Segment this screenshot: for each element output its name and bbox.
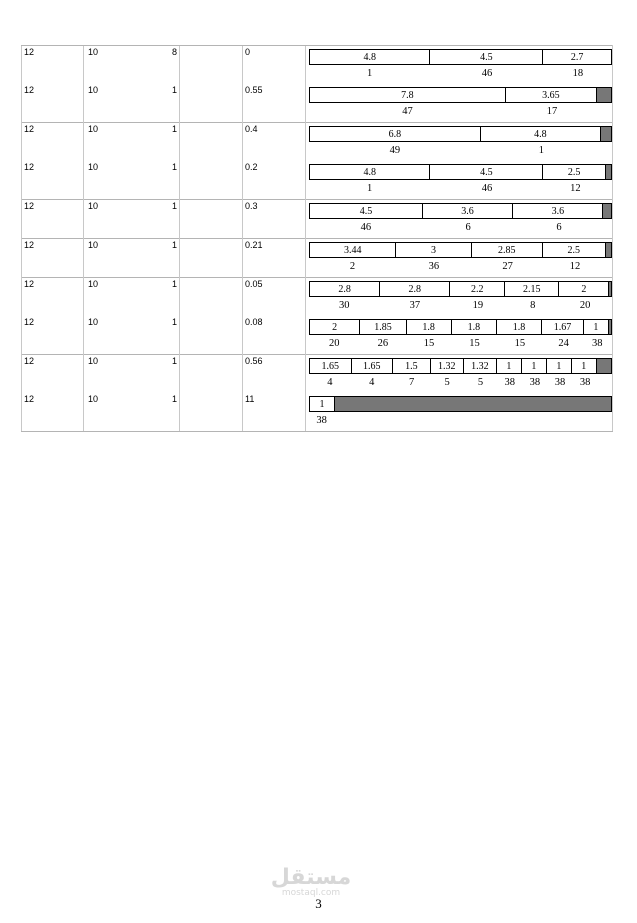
waste-remainder — [606, 243, 611, 257]
waste-remainder — [335, 397, 611, 411]
col1-cell — [22, 84, 84, 123]
segment-count: 20 — [329, 338, 340, 349]
col3-cell — [180, 278, 243, 317]
segment-count: 38 — [592, 338, 603, 349]
waste-value: 0.3 — [245, 201, 258, 211]
col2-value-a: 10 — [88, 162, 99, 172]
col2-value-a: 10 — [88, 356, 99, 366]
diagram-cell — [306, 84, 613, 123]
col1-value: 12 — [24, 240, 35, 250]
cut-segment: 6.8 — [310, 127, 481, 141]
col3-cell — [180, 393, 243, 432]
col1-cell — [22, 393, 84, 432]
table-row — [22, 161, 613, 200]
col2-value-b: 8 — [171, 47, 177, 57]
col2-cell — [84, 355, 180, 394]
col1-value: 12 — [24, 317, 35, 327]
table-row — [22, 84, 613, 123]
cut-segment: 1 — [584, 320, 609, 334]
col1-cell — [22, 200, 84, 239]
diagram-cell — [306, 200, 613, 239]
waste-remainder — [609, 320, 611, 334]
segment-count: 8 — [530, 300, 536, 311]
col3-cell — [180, 84, 243, 123]
segment-count: 12 — [570, 183, 581, 194]
segment-count: 36 — [428, 261, 440, 272]
diagram-cell — [306, 393, 613, 432]
col3-cell — [180, 46, 243, 85]
col1-cell — [22, 161, 84, 200]
diagram-cell — [306, 355, 613, 394]
waste-remainder — [603, 204, 611, 218]
segment-count: 46 — [481, 183, 493, 194]
cut-strip — [309, 242, 612, 258]
cut-segment: 1.8 — [452, 320, 497, 334]
col1-cell — [22, 46, 84, 85]
cut-segment: 2.2 — [450, 282, 505, 296]
waste-remainder — [609, 282, 611, 296]
cut-strip — [309, 319, 612, 335]
cut-segment: 1 — [310, 397, 335, 411]
segment-count: 15 — [514, 338, 526, 349]
cut-segment: 2.8 — [380, 282, 450, 296]
waste-value: 0.08 — [245, 317, 263, 327]
col4-cell — [243, 200, 306, 239]
col4-cell — [243, 393, 306, 432]
cut-segment: 4.5 — [310, 204, 423, 218]
waste-value: 0 — [245, 47, 251, 57]
col2-cell — [84, 161, 180, 200]
col1-cell — [22, 316, 84, 355]
waste-value: 0.55 — [245, 85, 263, 95]
col2-value-a: 10 — [88, 317, 99, 327]
col3-cell — [180, 123, 243, 162]
segment-count: 26 — [377, 338, 389, 349]
col1-cell — [22, 355, 84, 394]
cut-segment: 2.7 — [570, 51, 584, 63]
segment-count: 12 — [569, 261, 581, 272]
cut-strip — [309, 396, 612, 412]
table-row — [22, 239, 613, 278]
segment-count: 38 — [529, 377, 541, 388]
cut-segment: 1 — [547, 359, 572, 373]
col2-cell — [84, 84, 180, 123]
cut-segment: 1 — [572, 359, 597, 373]
col2-value-a: 10 — [88, 394, 99, 404]
cut-strip — [309, 49, 612, 65]
segment-count: 6 — [465, 222, 471, 233]
waste-value: 0.2 — [245, 162, 258, 172]
table-row — [22, 278, 613, 317]
diagram-cell — [306, 123, 613, 162]
col2-value-b: 1 — [171, 201, 177, 211]
cut-segment: 3.6 — [423, 204, 513, 218]
segment-count: 20 — [579, 300, 591, 311]
waste-remainder — [597, 359, 611, 373]
watermark — [256, 866, 366, 898]
cut-strip — [309, 358, 612, 374]
segment-count: 46 — [481, 68, 493, 79]
col2-value-a: 10 — [88, 47, 99, 57]
diagram-cell — [306, 161, 613, 200]
col2-value-b: 1 — [171, 279, 177, 289]
col1-cell — [22, 239, 84, 278]
cut-segment: 4.8 — [310, 165, 430, 179]
col4-cell — [243, 278, 306, 317]
col3-cell — [180, 316, 243, 355]
col2-value-b: 1 — [171, 394, 177, 404]
segment-count: 2 — [349, 261, 356, 272]
page-number: 3 — [315, 896, 322, 911]
col2-value-b: 1 — [171, 240, 177, 250]
cut-strip — [309, 164, 612, 180]
cut-segment: 1.65 — [310, 359, 352, 373]
segment-count: 17 — [546, 106, 558, 117]
cut-segment: 1 — [497, 359, 522, 373]
cut-segment: 3.65 — [506, 88, 598, 102]
segment-count: 38 — [504, 377, 515, 388]
segment-count: 19 — [472, 300, 484, 311]
col1-cell — [22, 123, 84, 162]
col2-value-a: 10 — [88, 124, 99, 134]
table-row — [22, 123, 613, 162]
cut-segment: 1.32 — [431, 359, 464, 373]
col2-cell — [84, 46, 180, 85]
col2-value-a: 10 — [88, 201, 99, 211]
cut-segment: 1.8 — [407, 320, 452, 334]
segment-count: 30 — [339, 300, 350, 311]
table-row — [22, 393, 613, 432]
table-row — [22, 46, 613, 85]
diagram-cell — [306, 316, 613, 355]
segment-count: 15 — [469, 338, 480, 349]
col2-cell — [84, 316, 180, 355]
segment-count: 37 — [409, 300, 421, 311]
segment-count: 1 — [366, 68, 373, 79]
waste-value: 11 — [245, 394, 255, 404]
cut-segment: 4.8 — [310, 50, 430, 64]
segment-count: 24 — [558, 338, 569, 349]
cut-segment: 3 — [396, 243, 471, 257]
segment-count: 5 — [477, 377, 484, 388]
waste-value: 0.56 — [245, 356, 263, 366]
col1-value: 12 — [24, 162, 35, 172]
watermark-arabic: مستقل — [270, 865, 352, 890]
col1-value: 12 — [24, 394, 35, 404]
col1-value: 12 — [24, 47, 35, 57]
col4-cell — [243, 355, 306, 394]
col3-cell — [180, 200, 243, 239]
cut-segment: 4.5 — [430, 165, 543, 179]
cut-strip — [309, 87, 612, 103]
col1-value: 12 — [24, 279, 35, 289]
col2-cell — [84, 200, 180, 239]
col1-value: 12 — [24, 124, 35, 134]
segment-count: 4 — [327, 377, 333, 388]
col2-cell — [84, 239, 180, 278]
col2-value-b: 1 — [171, 162, 177, 172]
cut-segment: 1.32 — [464, 359, 497, 373]
waste-value: 0.4 — [245, 124, 258, 134]
col4-cell — [243, 161, 306, 200]
watermark-latin: mostaql.com — [281, 888, 341, 898]
segment-count: 6 — [556, 222, 562, 233]
cut-segment: 3.44 — [310, 243, 396, 257]
segment-count: 46 — [360, 222, 372, 233]
diagram-cell — [306, 278, 613, 317]
col2-value-b: 1 — [171, 356, 177, 366]
waste-value: 0.21 — [245, 240, 263, 250]
cut-segment: 4.5 — [430, 50, 543, 64]
col2-cell — [84, 278, 180, 317]
segment-count: 47 — [402, 106, 413, 117]
cut-segment: 7.8 — [310, 88, 506, 102]
col4-cell — [243, 46, 306, 85]
col2-cell — [84, 393, 180, 432]
cut-segment: 1.65 — [352, 359, 394, 373]
segment-count: 38 — [316, 415, 327, 426]
col3-cell — [180, 239, 243, 278]
col1-value: 12 — [24, 356, 35, 366]
cut-segment: 3.6 — [513, 204, 603, 218]
col4-cell — [243, 84, 306, 123]
col2-value-b: 1 — [171, 124, 177, 134]
cut-strip — [309, 126, 612, 142]
segment-count: 18 — [572, 68, 584, 79]
cut-segment: 1.8 — [497, 320, 542, 334]
segment-count: 1 — [366, 183, 373, 194]
col2-cell — [84, 123, 180, 162]
segment-count: 49 — [389, 145, 401, 156]
segment-count: 15 — [423, 338, 435, 349]
col4-cell — [243, 123, 306, 162]
segment-count: 7 — [408, 377, 415, 388]
col3-cell — [180, 355, 243, 394]
col4-cell — [243, 316, 306, 355]
cut-segment: 2 — [310, 320, 360, 334]
col3-cell — [180, 161, 243, 200]
segment-count: 38 — [579, 377, 591, 388]
col2-value-b: 1 — [171, 317, 177, 327]
col2-value-b: 1 — [171, 85, 177, 95]
table-row — [22, 355, 613, 394]
segment-count: 4 — [369, 377, 375, 388]
col2-value-a: 10 — [88, 279, 99, 289]
cut-segment: 2 — [559, 282, 609, 296]
segment-count: 1 — [538, 145, 545, 156]
table-row — [22, 316, 613, 355]
waste-remainder — [597, 88, 611, 102]
segment-count: 38 — [554, 377, 566, 388]
col1-value: 12 — [24, 85, 35, 95]
table-row — [22, 200, 613, 239]
cut-segment: 2.15 — [505, 282, 559, 296]
col2-value-a: 10 — [88, 240, 99, 250]
cut-segment: 1.85 — [360, 320, 406, 334]
segment-count: 5 — [444, 377, 450, 388]
cut-segment: 2.8 — [310, 282, 380, 296]
col2-value-a: 10 — [88, 85, 99, 95]
diagram-cell — [306, 239, 613, 278]
col1-cell — [22, 278, 84, 317]
cut-segment: 1 — [522, 359, 547, 373]
col4-cell — [243, 239, 306, 278]
cut-segment: 2.85 — [472, 243, 543, 257]
cutting-table — [21, 45, 613, 432]
waste-remainder — [601, 127, 611, 141]
waste-remainder — [606, 165, 611, 179]
cut-strip — [309, 203, 612, 219]
cut-segment: 4.8 — [481, 127, 601, 141]
cut-strip — [309, 281, 612, 297]
col1-value: 12 — [24, 201, 35, 211]
cut-segment: 1.67 — [542, 320, 584, 334]
diagram-cell — [306, 46, 613, 85]
cut-segment: 2.5 — [543, 243, 606, 257]
cut-segment: 2.5 — [543, 165, 606, 179]
waste-value: 0.05 — [245, 279, 263, 289]
cut-segment: 1.5 — [393, 359, 431, 373]
segment-count: 27 — [502, 261, 513, 272]
